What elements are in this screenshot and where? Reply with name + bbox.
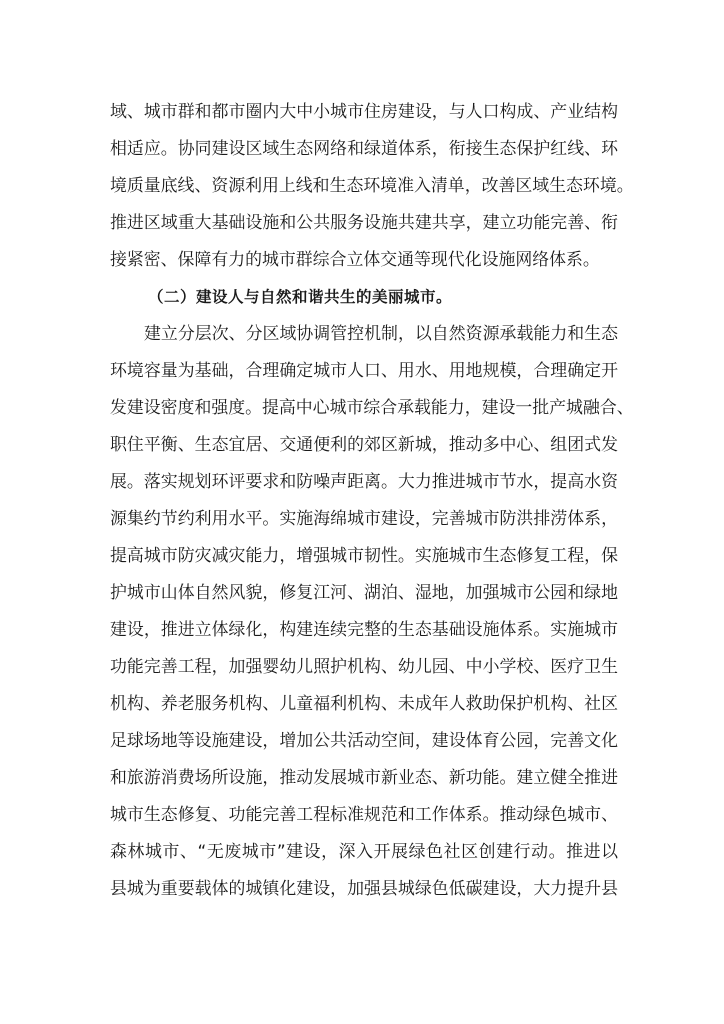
paragraph-continued: [110, 93, 634, 278]
text-line: 推进区域重大基础设施和公共服务设施共建共享，建立功能完善、衔: [110, 212, 618, 232]
text-line: 相适应。协同建设区域生态网络和绿道体系，衔接生态保护红线、环: [110, 138, 618, 158]
text-line: 森林城市、“无废城市”建设，深入开展绿色社区创建行动。推进以: [110, 841, 618, 861]
text-line: 提高城市防灾减灾能力，增强城市韧性。实施城市生态修复工程，保: [110, 545, 618, 565]
text-line: 功能完善工程，加强婴幼儿照护机构、幼儿园、中小学校、医疗卫生: [110, 656, 618, 676]
text-line: 职住平衡、生态宜居、交通便利的郊区新城，推动多中心、组团式发: [110, 434, 618, 454]
text-line: 足球场地等设施建设，增加公共活动空间，建设体育公园，完善文化: [110, 730, 618, 750]
document-body: [110, 93, 634, 907]
text-line: 域、城市群和都市圈内大中小城市住房建设，与人口构成、产业结构: [110, 101, 618, 121]
text-line: 环境容量为基础，合理确定城市人口、用水、用地规模，合理确定开: [110, 360, 618, 380]
text-line: 源集约节约利用水平。实施海绵城市建设，完善城市防洪排涝体系，: [110, 508, 618, 528]
text-line: 县城为重要载体的城镇化建设，加强县城绿色低碳建设，大力提升县: [110, 878, 618, 898]
text-line: 和旅游消费场所设施，推动发展城市新业态、新功能。建立健全推进: [110, 767, 618, 787]
text-line: 建立分层次、分区域协调管控机制，以自然资源承载能力和生态: [144, 323, 618, 343]
text-line: 发建设密度和强度。提高中心城市综合承载能力，建设一批产城融合、: [110, 397, 634, 417]
paragraph-main: [110, 315, 634, 907]
text-line: 境质量底线、资源利用上线和生态环境准入清单，改善区域生态环境。: [110, 175, 634, 195]
text-line: 建设，推进立体绿化，构建连续完整的生态基础设施体系。实施城市: [110, 619, 618, 639]
text-line: 接紧密、保障有力的城市群综合立体交通等现代化设施网络体系。: [110, 249, 600, 269]
text-line: 机构、养老服务机构、儿童福利机构、未成年人救助保护机构、社区: [110, 693, 618, 713]
text-line: 展。落实规划环评要求和防噪声距离。大力推进城市节水，提高水资: [110, 471, 618, 491]
text-line: 护城市山体自然风貌，修复江河、湖泊、湿地，加强城市公园和绿地: [110, 582, 618, 602]
section-heading: （二）建设人与自然和谐共生的美丽城市。: [148, 287, 453, 306]
text-line: 城市生态修复、功能完善工程标准规范和工作体系。推动绿色城市、: [110, 804, 618, 824]
